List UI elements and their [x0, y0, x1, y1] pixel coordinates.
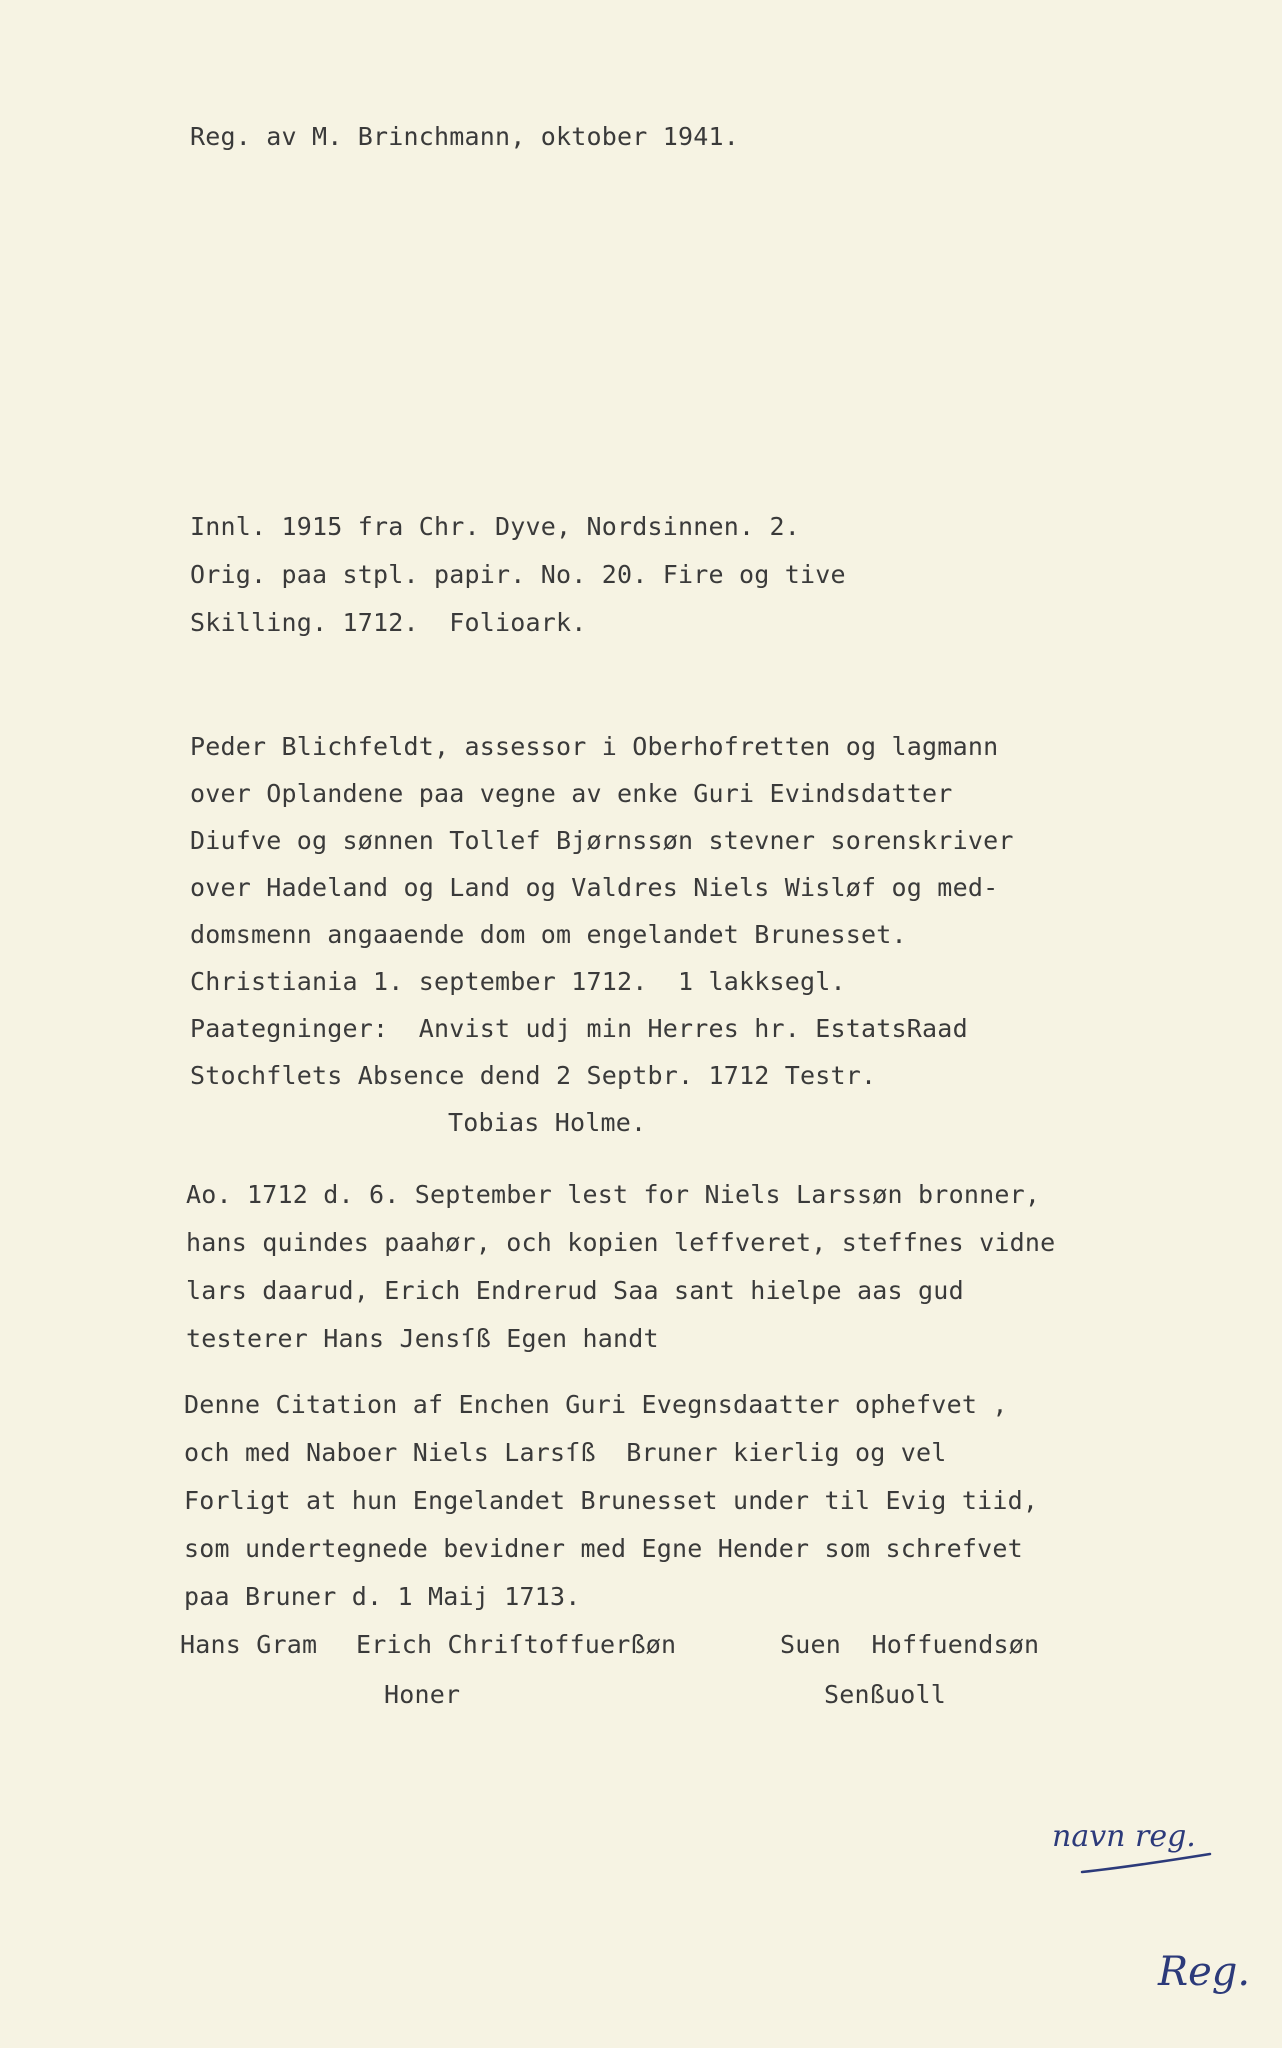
signers-block	[180, 1630, 1040, 1833]
summary-block	[190, 732, 1014, 1137]
endorsement-line: Ao. 1712 d. 6. September lest for Niels Larssøn bronner,	[186, 1180, 1041, 1209]
summary-signature: Tobias Holme.	[448, 1108, 647, 1137]
endorsement-line: paa Bruner d. 1 Maij 1713.	[184, 1582, 581, 1611]
register-annotation	[1150, 1935, 1270, 2025]
source-block	[190, 512, 846, 657]
signer-name: Erich Chriſtoffuerßøn	[356, 1630, 677, 1659]
source-line: Innl. 1915 fra Chr. Dyve, Nordsinnen. 2.	[190, 512, 801, 541]
summary-line: Paategninger: Anvist udj min Herres hr. EstatsRaad	[190, 1014, 968, 1043]
endorsement-line: testerer Hans Jensſß Egen handt	[186, 1324, 659, 1353]
source-line: Orig. paa stpl. papir. No. 20. Fire og tive	[190, 560, 846, 589]
summary-line: over Hadeland og Land og Valdres Niels Wisløf og med-	[190, 873, 999, 902]
summary-line: Christiania 1. september 1712. 1 lakksegl.	[190, 967, 846, 996]
signer-place: Senßuoll	[824, 1680, 947, 1709]
signer-name: Suen Hoffuendsøn	[780, 1630, 1040, 1659]
endorsement-line: Forligt at hun Engelandet Brunesset under til Evig tiid,	[184, 1486, 1039, 1515]
endorsement-line: hans quindes paahør, och kopien leffveret, steffnes vidne	[186, 1228, 1056, 1257]
summary-line: Peder Blichfeldt, assessor i Oberhofretten og lagmann	[190, 732, 999, 761]
name-register-annotation	[1040, 1810, 1240, 1890]
register-text: Reg.	[1158, 1949, 1251, 1995]
summary-line: over Oplandene paa vegne av enke Guri Evindsdatter	[190, 779, 953, 808]
endorsement-line: och med Naboer Niels Larsſß Bruner kierlig og vel	[184, 1438, 947, 1467]
signer-place: Honer	[384, 1680, 461, 1709]
endorsement-line: Denne Citation af Enchen Guri Evegnsdaatter ophefvet ,	[184, 1390, 1008, 1419]
underline-stroke	[1082, 1854, 1210, 1872]
name-register-text: navn reg.	[1052, 1819, 1196, 1854]
signer-name: Hans Gram	[180, 1630, 318, 1659]
source-line: Skilling. 1712. Folioark.	[190, 608, 587, 637]
endorsement-2	[184, 1390, 1039, 1611]
endorsement-1	[186, 1180, 1056, 1354]
registration-note: Reg. av M. Brinchmann, oktober 1941.	[190, 122, 740, 151]
endorsement-line: lars daarud, Erich Endrerud Saa sant hielpe aas gud	[186, 1276, 964, 1305]
endorsement-line: som undertegnede bevidner med Egne Hender som schrefvet	[184, 1534, 1023, 1563]
summary-line: domsmenn angaaende dom om engelandet Brunesset.	[190, 920, 907, 949]
summary-line: Stochflets Absence dend 2 Septbr. 1712 Testr.	[190, 1061, 877, 1090]
summary-line: Diufve og sønnen Tollef Bjørnssøn stevner sorenskriver	[190, 826, 1014, 855]
